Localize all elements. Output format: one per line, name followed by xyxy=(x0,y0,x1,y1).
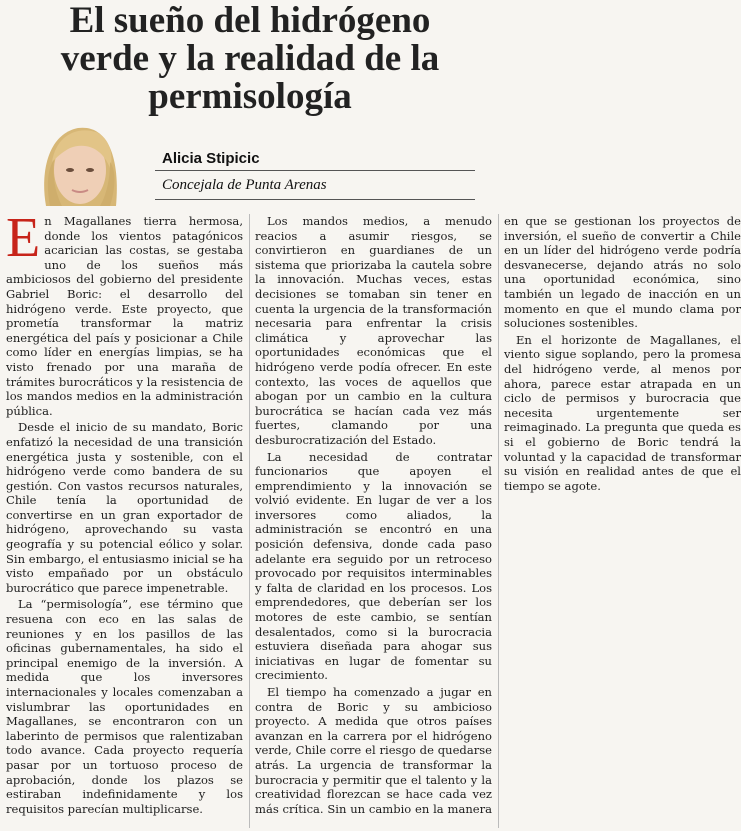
paragraph-2: Desde el inicio de su mandato, Boric enfatizó la necesidad de una transición energética justa y sostenible, con el hidrógeno verde como bandera de su gestión. Con vastos recursos naturales, Chile tenía la oportunidad de convertirse en un gran exportador de hidrógeno, aprovechando su vasta geografía y su potencial eólico y solar. Sin embargo, el entusiasmo inicial se ha visto empañado por un obstáculo burocrático que parece impenetrable. xyxy=(6,420,243,595)
paragraph-7: En el horizonte de Magallanes, el viento sigue soplando, pero la promesa del hidrógeno verde, al menos por ahora, parece estar atrapada en un ciclo de permisos y burocracia que necesita urgentemente ser reimaginado. La pregunta que queda es si el gobierno de Boric tendrá la voluntad y la capacidad de transformar su visión en realidad antes de que el tiempo se agote. xyxy=(504,332,741,493)
paragraph-5: La necesidad de contratar funcionarios que apoyen el emprendimiento y la innovación se volvió evidente. En lugar de ver a los inversores como aliados, la administración se encontró en una posición defensiva, donde cada paso adelante era seguido por un retroceso provocado por requisitos interminables y falta de claridad en los procesos. Los emprendedores, que deberían ser los motores de este cambio, se sentían desalentados, como si la burocracia estuviera diseñada para ahogar sus iniciativas en lugar de fomentar su crecimiento. xyxy=(255,449,492,683)
headline-line-1: El sueño del hidrógeno xyxy=(69,0,431,41)
author-portrait-icon xyxy=(30,122,126,206)
author-block xyxy=(0,122,500,212)
paragraph-1-text: n Magallanes tierra hermosa, donde los vientos patagónicos acarician las costas, se gestaba uno de los sueños más ambiciosos del gobierno del presidente Gabriel Boric: el desarrollo del hidrógeno verde. Este proyecto, que prometía transformar la matriz energética del país y posicionar a Chile como líder en energías limpias, se ha visto frenado por una maraña de trámites burocráticos y la resistencia de los mandos medios en la administración pública. xyxy=(6,214,243,418)
headline-line-2: verde y la realidad de la xyxy=(60,38,440,79)
paragraph-3: La “permisología”, ese término que resuena con eco en las salas de reuniones y en los pasillos de las oficinas gubernamentales, ha sido el principal enemigo de la inversión. A medida que los inversores internacionales y locales comenzaban a vislumbrar las oportunidades en Magallanes, se encontraron con un laberinto de permisos que ralentizaban todo avance. Cada proyecto requería pasar por un tortuoso proceso de aprobación, donde los plazos se estiraban indefinidamente y los requisitos parecían multiplicarse. xyxy=(6,597,243,816)
drop-cap: E xyxy=(6,207,41,269)
author-role: Concejala de Punta Arenas xyxy=(162,177,327,193)
author-rule-bottom xyxy=(155,199,475,200)
author-rule-top xyxy=(155,170,475,171)
article-body xyxy=(6,207,741,828)
author-name: Alicia Stipicic xyxy=(162,150,260,167)
article-headline xyxy=(0,2,500,116)
paragraph-4: Los mandos medios, a menudo reacios a asumir riesgos, se convirtieron en guardianes de un sistema que priorizaba la cautela sobre la innovación. Muchas veces, estas decisiones se tomaban sin tener en cuenta la urgencia de la transformación necesaria para enfrentar la crisis climática y aprovechar las oportunidades económicas que el hidrógeno verde podía ofrecer. En este contexto, las voces de aquellos que abogan por un cambio en la cultura burocrática se hacían cada vez más fuertes, clamando por una desburocratización del Estado. xyxy=(255,214,492,447)
headline-line-3: permisología xyxy=(148,76,352,117)
paragraph-6: El tiempo ha comenzado a jugar en contra de Boric y su ambicioso proyecto. A medida que otros países avanzan en la carrera por el hidrógeno verde, Chile corre el riesgo de quedarse atrás. La urgencia de transformar la burocracia y permitir que el talento y la creatividad florezcan se hace cada vez más crítica. Sin un cambio en la manera en que se gestionan los proyectos de inversión, el sueño de convertir a Chile en un líder del hidrógeno verde podría desvanecerse, dejando atrás no solo una oportunidad económica, sino también un legado de inacción en un momento en que el mundo clama por soluciones sostenibles. xyxy=(255,214,741,816)
paragraph-1 xyxy=(6,207,243,418)
